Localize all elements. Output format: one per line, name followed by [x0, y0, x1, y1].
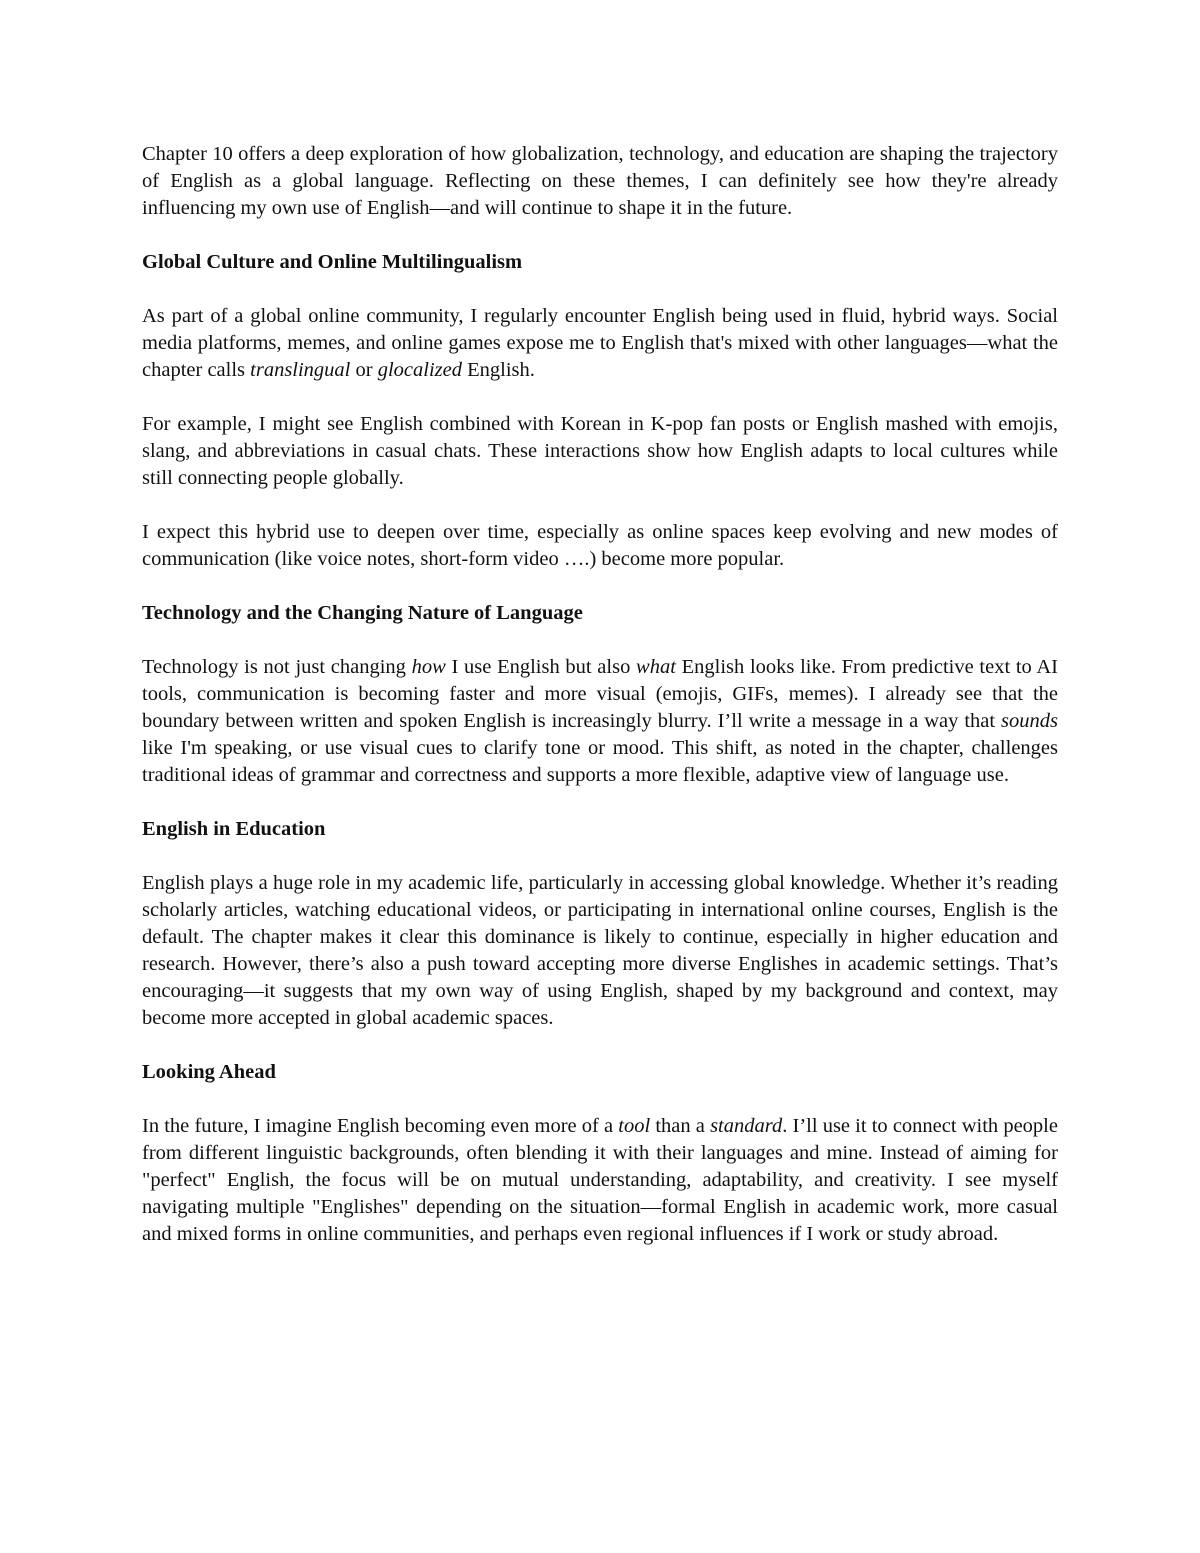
section-heading-global-culture: Global Culture and Online Multilingualism [142, 251, 523, 273]
section-heading-looking-ahead: Looking Ahead [142, 1061, 276, 1083]
emphasis-tool: tool [618, 1115, 651, 1137]
technology-paragraph: Technology is not just changing how I use English but also what English looks like. From predictive text to AI tools, communication is becoming faster and more visual (emojis, GIFs, memes). I already see that the boundary between written and spoken English is increasingly blurry. I’ll write a message in a way that sounds like I'm speaking, or use visual cues to clarify tone or mood. This shift, as noted in the chapter, challenges traditional ideas of grammar and correctness and supports a more flexible, adaptive view of language use. [142, 656, 1059, 786]
intro-paragraph: Chapter 10 offers a deep exploration of how globalization, technology, and education are shaping the trajectory of English as a global language. Reflecting on these themes, I can definitely see how they're already influencing my own use of English—and will continue to shape it in the future. [142, 143, 1058, 219]
emphasis-standard: standard [710, 1115, 783, 1137]
emphasis-sounds: sounds [1001, 710, 1058, 732]
emphasis-how: how [411, 656, 446, 678]
section-heading-education: English in Education [142, 818, 326, 840]
emphasis-glocalized: glocalized [377, 359, 462, 381]
emphasis-translingual: translingual [250, 359, 351, 381]
global-culture-paragraph-1: As part of a global online community, I regularly encounter English being used in fluid, hybrid ways. Social media platforms, memes, and online games expose me to English that's mixed with other languages—what the chapter calls translingual or glocalized English. [142, 305, 1058, 381]
global-culture-paragraph-3: I expect this hybrid use to deepen over time, especially as online spaces keep evolving and new modes of communication (like voice notes, short-form video ….) become more popular. [142, 521, 1058, 570]
emphasis-what: what [636, 656, 676, 678]
global-culture-paragraph-2: For example, I might see English combined with Korean in K-pop fan posts or English mashed with emojis, slang, and abbreviations in casual chats. These interactions show how English adapts to local cultures while still connecting people globally. [142, 413, 1058, 489]
document-page [142, 141, 1058, 1275]
section-heading-technology: Technology and the Changing Nature of Language [142, 602, 583, 624]
education-paragraph: English plays a huge role in my academic life, particularly in accessing global knowledge. Whether it’s reading scholarly articles, watching educational videos, or participating in international online courses, English is the default. The chapter makes it clear this dominance is likely to continue, especially in higher education and research. However, there’s also a push toward accepting more diverse Englishes in academic settings. That’s encouraging—it suggests that my own way of using English, shaped by my background and context, may become more accepted in global academic spaces. [142, 872, 1058, 1029]
looking-ahead-paragraph: In the future, I imagine English becoming even more of a tool than a standard. I’ll use it to connect with people from different linguistic backgrounds, often blending it with their languages and mine. Instead of aiming for "perfect" English, the focus will be on mutual understanding, adaptability, and creativity. I see myself navigating multiple "Englishes" depending on the situation—formal English in academic work, more casual and mixed forms in online communities, and perhaps even regional influences if I work or study abroad. [142, 1115, 1058, 1245]
